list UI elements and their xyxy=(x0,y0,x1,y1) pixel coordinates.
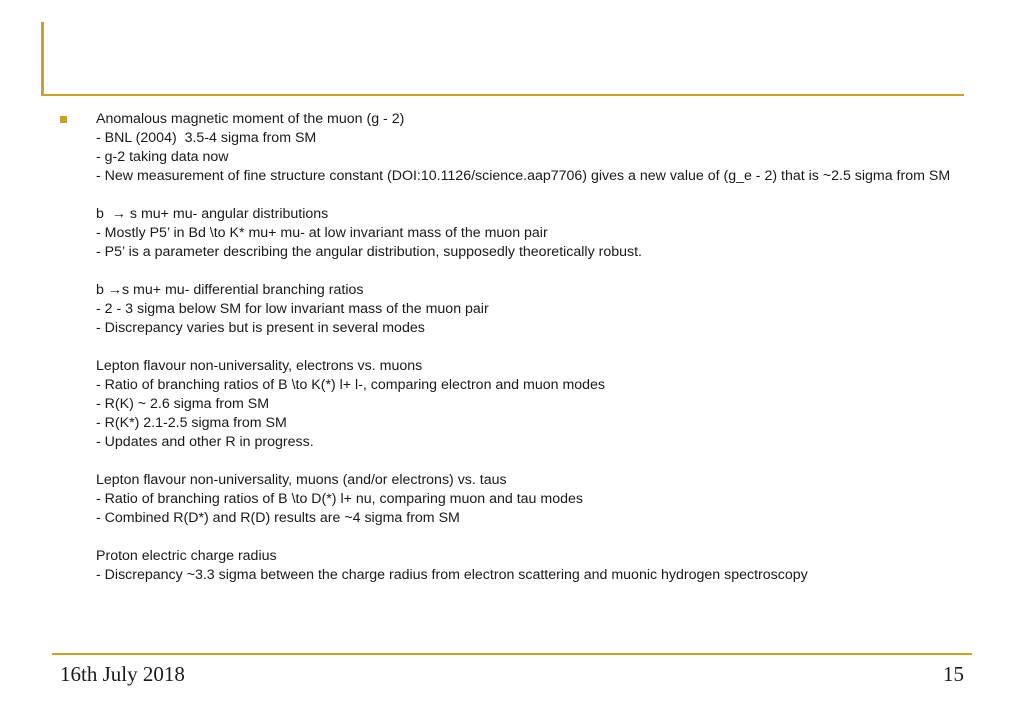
body-line: Proton electric charge radius xyxy=(96,548,277,564)
blank-line xyxy=(96,528,956,547)
body-line: - 2 - 3 sigma below SM for low invariant mass of the muon pair xyxy=(96,301,489,317)
body-line: - Discrepancy varies but is present in several modes xyxy=(96,320,425,336)
blank-line xyxy=(96,262,956,281)
body-line: - Updates and other R in progress. xyxy=(96,434,314,450)
body-line: - g-2 taking data now xyxy=(96,149,229,165)
body-line: - BNL (2004) 3.5-4 sigma from SM xyxy=(96,130,317,146)
blank-line xyxy=(96,452,956,471)
square-bullet-icon xyxy=(60,116,67,123)
page-number: 15 xyxy=(943,662,964,686)
footer-date: 16th July 2018 xyxy=(60,662,185,686)
title-bottom-rule xyxy=(41,94,964,96)
body-line: - Mostly P5’ in Bd \to K* mu+ mu- at low invariant mass of the muon pair xyxy=(96,225,548,241)
body-line: Lepton flavour non-universality, electrons vs. muons xyxy=(96,358,423,374)
title-left-rule xyxy=(41,22,44,95)
body-line: b →s mu+ mu- differential branching ratios xyxy=(96,282,364,298)
body-line: - R(K) ~ 2.6 sigma from SM xyxy=(96,396,270,412)
body-line: Lepton flavour non-universality, muons (and/or electrons) vs. taus xyxy=(96,472,507,488)
body-line: - Discrepancy ~3.3 sigma between the charge radius from electron scattering and muonic hydrogen spectroscopy xyxy=(96,567,808,583)
body-line: - Combined R(D*) and R(D) results are ~4 sigma from SM xyxy=(96,510,460,526)
body-line: - P5’ is a parameter describing the angular distribution, supposedly theoretically robust. xyxy=(96,244,642,260)
slide-body xyxy=(96,110,956,585)
body-line: Anomalous magnetic moment of the muon (g - 2) xyxy=(96,111,405,127)
blank-line xyxy=(96,186,956,205)
body-line: - Ratio of branching ratios of B \to K(*) l+ l-, comparing electron and muon modes xyxy=(96,377,606,393)
body-line: - New measurement of fine structure constant (DOI:10.1126/science.aap7706) gives a new value of (g_e - 2) that is ~2.5 sigma from SM xyxy=(96,168,951,184)
body-line: - Ratio of branching ratios of B \to D(*) l+ nu, comparing muon and tau modes xyxy=(96,491,583,507)
blank-line xyxy=(96,338,956,357)
footer-rule xyxy=(52,653,972,655)
body-line: b → s mu+ mu- angular distributions xyxy=(96,206,329,222)
body-line: - R(K*) 2.1-2.5 sigma from SM xyxy=(96,415,287,431)
